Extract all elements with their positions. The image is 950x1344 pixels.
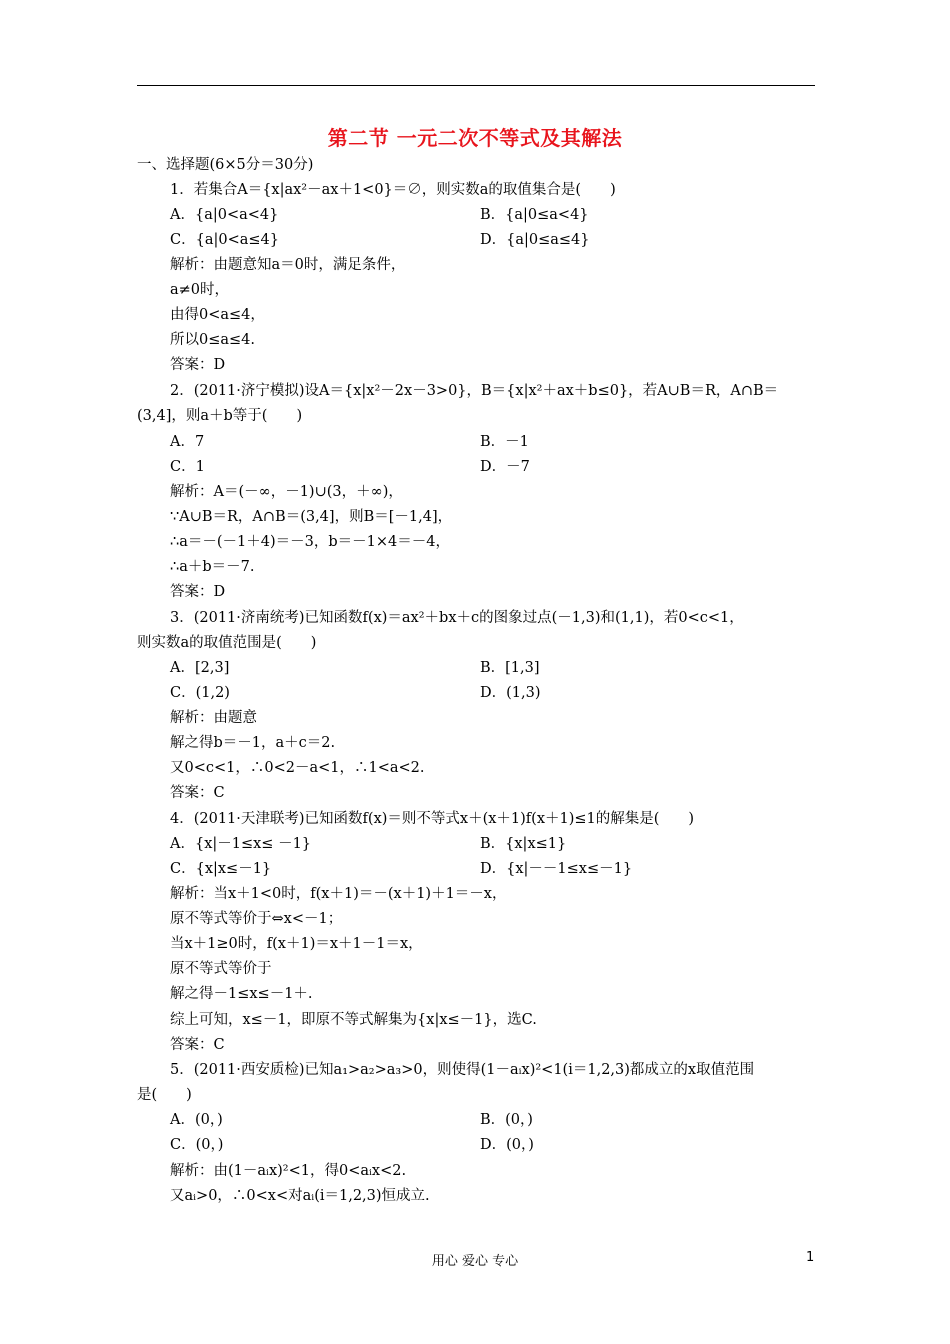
question-5-option-c: C．(0，) xyxy=(170,1137,224,1153)
question-1-option-a: A．{a|0<a<4} xyxy=(170,207,279,223)
question-1-analysis-line: 解析：由题意知a＝0时，满足条件， xyxy=(170,257,406,273)
question-5-stem-continued: 是( ) xyxy=(137,1087,192,1103)
question-3-analysis-line: 又0<c<1，∴0<2－a<1，∴1<a<2. xyxy=(170,760,425,776)
question-4-analysis-line: 原不等式等价于⇔x<－1； xyxy=(170,911,343,927)
question-4-analysis-line: 综上可知，x≤－1，即原不等式解集为{x|x≤－1}，选C. xyxy=(170,1012,537,1028)
question-4-option-b: B．{x|x≤1} xyxy=(480,836,567,852)
question-1-answer: 答案：D xyxy=(170,357,226,373)
page-title: 第二节 一元二次不等式及其解法 xyxy=(327,126,623,150)
question-5-option-d: D．(0，) xyxy=(480,1137,534,1153)
question-2-answer: 答案：D xyxy=(170,584,226,600)
question-4-analysis-line: 原不等式等价于 xyxy=(170,961,272,977)
question-2-stem-continued: (3,4]，则a＋b等于( ) xyxy=(137,408,303,424)
section-heading: 一、选择题(6×5分＝30分) xyxy=(137,157,314,173)
question-3-analysis-line: 解之得b＝－1，a＋c＝2. xyxy=(170,735,336,751)
question-4-answer: 答案：C xyxy=(170,1037,225,1053)
question-3-stem-continued: 则实数a的取值范围是( ) xyxy=(137,635,317,651)
question-2-stem: 2．(2011·济宁模拟)设A＝{x|x²－2x－3>0}，B＝{x|x²＋ax＋b≤0}，若A∪B＝R，A∩B＝ xyxy=(170,383,779,399)
question-3-option-b: B．[1,3] xyxy=(480,660,540,676)
question-1-option-c: C．{a|0<a≤4} xyxy=(170,232,279,248)
question-2-option-c: C．1 xyxy=(170,459,205,475)
question-2-analysis-line: ∴a＝－(－1＋4)＝－3，b＝－1×4＝－4， xyxy=(170,534,450,550)
question-4-option-d: D．{x|－－1≤x≤－1} xyxy=(480,861,633,877)
footer-slogan: 用心 爱心 专心 xyxy=(431,1254,519,1269)
question-2-analysis-line: 解析：A＝(－∞，－1)∪(3，＋∞)， xyxy=(170,484,403,500)
question-4-analysis-line: 解析：当x＋1<0时，f(x＋1)＝－(x＋1)＋1＝－x， xyxy=(170,886,507,902)
question-1-analysis-line: a≠0时， xyxy=(170,282,230,298)
question-2-analysis-line: ∴a＋b＝－7. xyxy=(170,559,255,575)
question-2-option-b: B．－1 xyxy=(480,434,529,450)
question-3-analysis-line: 解析：由题意 xyxy=(170,710,257,726)
question-5-analysis-line: 又aᵢ>0，∴0<x<对aᵢ(i＝1,2,3)恒成立. xyxy=(170,1188,430,1204)
question-4-stem: 4．(2011·天津联考)已知函数f(x)＝则不等式x＋(x＋1)f(x＋1)≤1的解集是( ) xyxy=(170,811,695,827)
question-2-option-d: D．－7 xyxy=(480,459,530,475)
question-1-analysis-line: 由得0<a≤4， xyxy=(170,307,265,323)
question-4-analysis-line: 当x＋1≥0时，f(x＋1)＝x＋1－1＝x， xyxy=(170,936,423,952)
question-5-analysis-line: 解析：由(1－aᵢx)²<1，得0<aᵢx<2. xyxy=(170,1163,407,1179)
question-1-option-d: D．{a|0≤a≤4} xyxy=(480,232,590,248)
question-3-option-a: A．[2,3] xyxy=(170,660,230,676)
question-3-option-d: D．(1,3) xyxy=(480,685,541,701)
question-1-option-b: B．{a|0≤a<4} xyxy=(480,207,589,223)
question-2-option-a: A．7 xyxy=(170,434,205,450)
question-3-stem: 3．(2011·济南统考)已知函数f(x)＝ax²＋bx＋c的图象过点(－1,3)和(1,1)，若0<c<1， xyxy=(170,610,744,626)
question-4-option-c: C．{x|x≤－1} xyxy=(170,861,272,877)
question-1-analysis-line: 所以0≤a≤4. xyxy=(170,332,256,348)
question-1-stem: 1．若集合A＝{x|ax²－ax＋1<0}＝∅，则实数a的取值集合是( ) xyxy=(170,182,616,198)
question-3-answer: 答案：C xyxy=(170,785,225,801)
question-4-analysis-line: 解之得－1≤x≤－1＋. xyxy=(170,986,313,1002)
question-4-option-a: A．{x|－1≤x≤ －1} xyxy=(170,836,312,852)
question-5-option-b: B．(0，) xyxy=(480,1112,533,1128)
question-5-option-a: A．(0，) xyxy=(170,1112,223,1128)
page-number: 1 xyxy=(806,1250,815,1265)
header-rule xyxy=(137,85,815,86)
question-5-stem: 5．(2011·西安质检)已知a₁>a₂>a₃>0，则使得(1－aᵢx)²<1(i＝1,2,3)都成立的x取值范围 xyxy=(170,1062,755,1078)
question-3-option-c: C．(1,2) xyxy=(170,685,230,701)
question-2-analysis-line: ∵A∪B＝R，A∩B＝(3,4]，则B＝[－1,4]， xyxy=(170,509,453,525)
